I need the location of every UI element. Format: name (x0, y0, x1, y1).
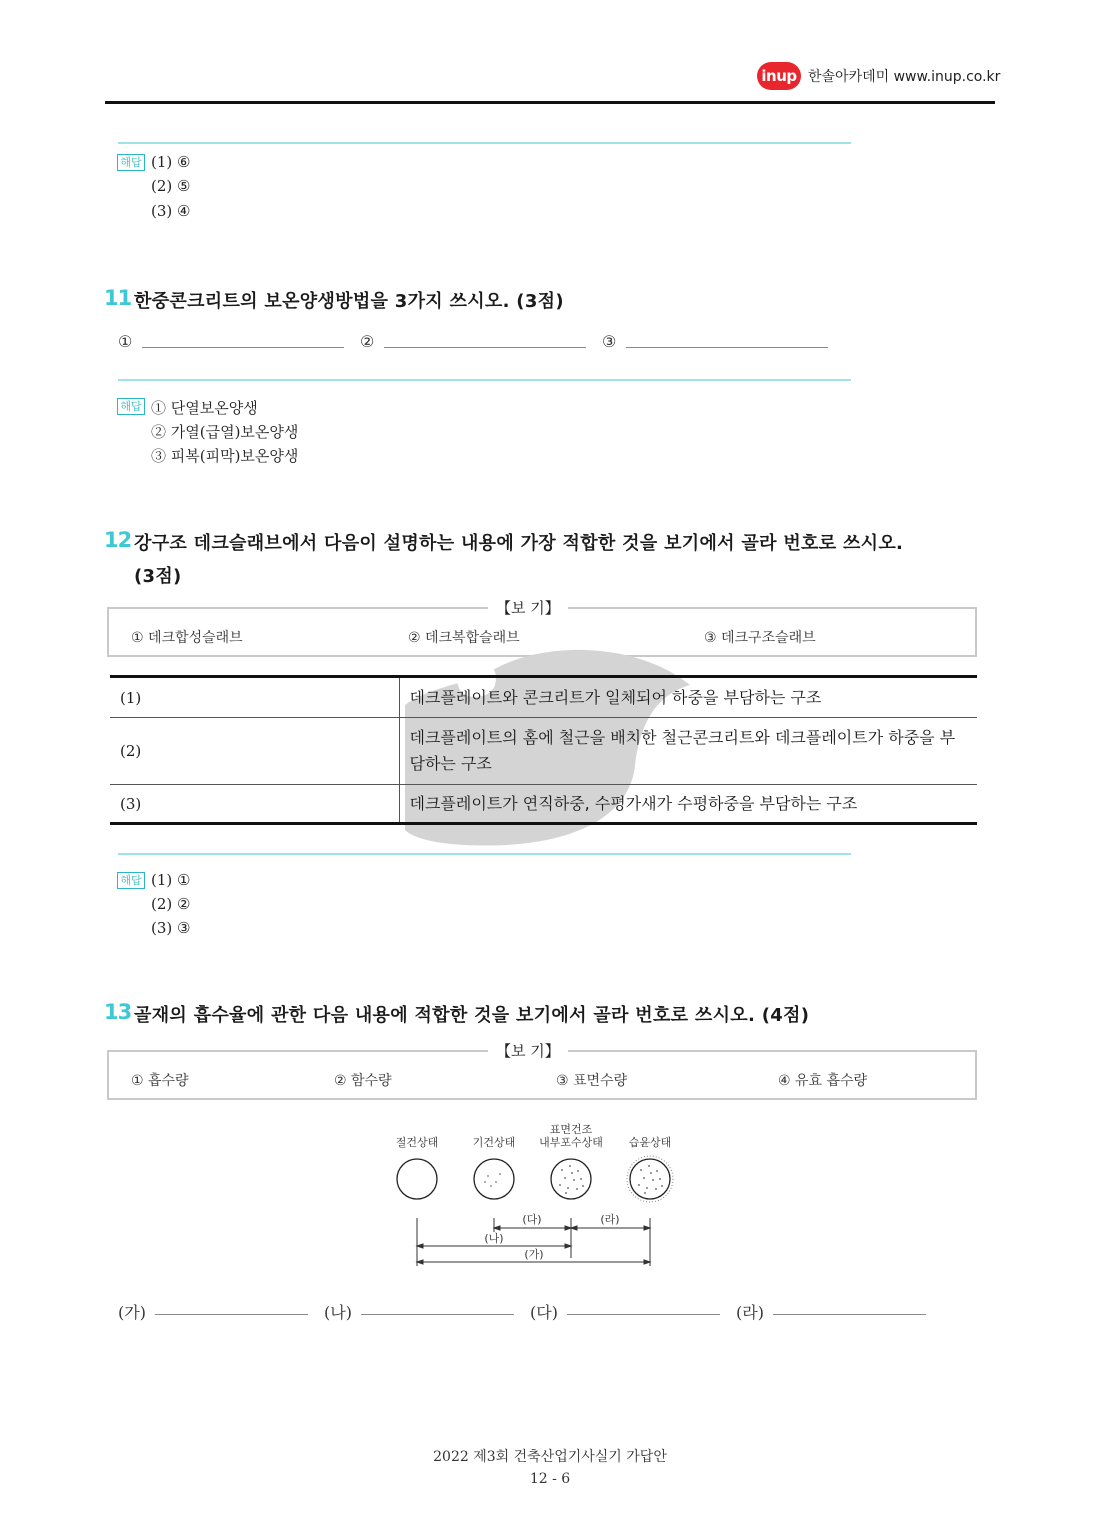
q10-answer-2: (2) ⑤ (151, 177, 191, 195)
boki-item: ① 데크합성슬래브 (131, 630, 243, 646)
boki-title: 【보 기】 (488, 597, 568, 618)
answer-blank-line[interactable] (142, 347, 344, 348)
q10-answer-3: (3) ④ (151, 202, 191, 220)
answer-blank-label: ③ (602, 332, 617, 351)
answer-blank-label: (나) (324, 1303, 352, 1322)
answer-tag: 해답 (117, 154, 145, 171)
answer-blank-label: (가) (118, 1303, 146, 1322)
header-rule (105, 101, 995, 104)
aggregate-moisture-diagram (380, 1118, 700, 1273)
state-label: 기건상태 (472, 1136, 516, 1149)
q11-answer-3: ③ 피복(피막)보온양생 (151, 447, 299, 465)
question-number: 12 (104, 528, 132, 552)
answer-blank-label: ② (360, 332, 375, 351)
wet-circle (630, 1159, 670, 1199)
state-label: 절건상태 (395, 1136, 439, 1149)
question-number: 13 (104, 1000, 132, 1024)
dim-label: (나) (484, 1232, 504, 1245)
state-label: 습윤상태 (628, 1136, 672, 1149)
oven-dry-circle (397, 1159, 437, 1199)
answer-blank-label: (라) (736, 1303, 764, 1322)
question-number: 11 (104, 286, 132, 310)
boki-item: ② 함수량 (334, 1073, 392, 1089)
question-text: 강구조 데크슬래브에서 다음이 설명하는 내용에 가장 적합한 것을 보기에서 골라 번호로 쓰시오. (134, 533, 904, 554)
row-label: (1) (110, 677, 399, 718)
dim-label: (라) (600, 1213, 620, 1226)
boki-item: ① 흡수량 (131, 1073, 189, 1089)
question-text: 한중콘크리트의 보온양생방법을 3가지 쓰시오. (3점) (134, 291, 564, 312)
q12-answer-2: (2) ② (151, 895, 191, 913)
answer-separator (118, 142, 851, 144)
answer-tag: 해답 (117, 872, 145, 889)
row-text: 데크플레이트가 연직하중, 수평가새가 수평하중을 부담하는 구조 (409, 793, 858, 813)
answer-blank-label: (다) (530, 1303, 558, 1322)
site-label: 한솔아카데미 www.inup.co.kr (808, 69, 1001, 85)
boki-item: ④ 유효 흡수량 (778, 1073, 868, 1089)
answer-blank-line[interactable] (567, 1314, 720, 1315)
answer-blank-line[interactable] (773, 1314, 926, 1315)
table-row (110, 785, 977, 824)
answer-blank-line[interactable] (155, 1314, 308, 1315)
ssd-circle (551, 1159, 591, 1199)
answer-separator (118, 379, 851, 381)
question-text: 골재의 흡수율에 관한 다음 내용에 적합한 것을 보기에서 골라 번호로 쓰시오. (4점) (134, 1005, 810, 1026)
question-points: (3점) (134, 566, 182, 587)
answer-blank-line[interactable] (361, 1314, 514, 1315)
boki-title: 【보 기】 (488, 1040, 568, 1061)
row-text: 데크플레이트와 콘크리트가 일체되어 하중을 부담하는 구조 (399, 677, 977, 718)
q12-answer-3: (3) ③ (151, 919, 191, 937)
boki-item: ② 데크복합슬래브 (408, 630, 520, 646)
boki-item: ③ 데크구조슬래브 (704, 630, 816, 646)
table-row (110, 677, 977, 718)
row-text: 데크플레이트의 홈에 철근을 배치한 철근콘크리트와 데크플레이트가 하중을 부담하는 구조 (399, 718, 977, 785)
footer-title: 2022 제3회 건축산업기사실기 가답안 (433, 1449, 667, 1465)
table-row (110, 718, 977, 785)
state-label: 표면건조 (549, 1123, 593, 1136)
row-label: (2) (110, 718, 399, 785)
q11-answer-1: ① 단열보온양생 (151, 399, 258, 417)
q10-answer-1: (1) ⑥ (151, 153, 191, 171)
page-number: 12 - 6 (529, 1471, 571, 1487)
question-table (110, 675, 977, 825)
dim-label: (다) (522, 1213, 542, 1226)
answer-separator (118, 853, 851, 855)
q12-answer-1: (1) ① (151, 871, 191, 889)
answer-blank-line[interactable] (384, 347, 586, 348)
state-label: 내부포수상태 (539, 1136, 603, 1149)
answer-tag: 해답 (117, 398, 145, 415)
row-label: (3) (110, 785, 399, 824)
dim-label: (가) (524, 1248, 544, 1261)
q11-answer-2: ② 가열(급열)보온양생 (151, 423, 299, 441)
answer-blank-line[interactable] (626, 347, 828, 348)
inup-logo: inup (757, 62, 801, 90)
answer-blank-label: ① (118, 332, 133, 351)
boki-item: ③ 표면수량 (556, 1073, 628, 1089)
air-dry-circle (474, 1159, 514, 1199)
